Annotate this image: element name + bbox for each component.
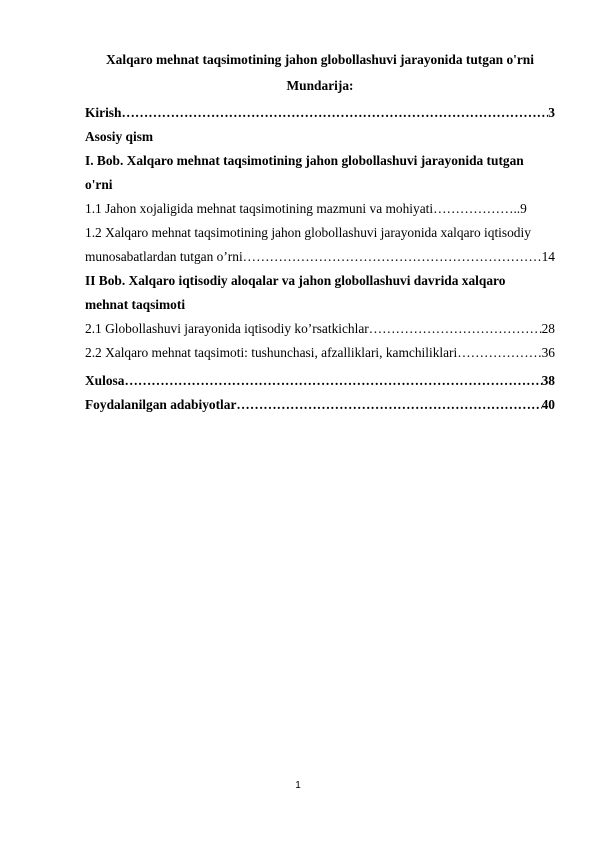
toc-leader-dots xyxy=(457,344,541,362)
toc-entry-page: 40 xyxy=(541,397,555,412)
toc-entry-label: 2.2 Xalqaro mehnat taqsimoti: tushunchasi, afzalliklari, kamchiliklari xyxy=(85,345,458,360)
page-number: 1 xyxy=(295,780,301,791)
toc-entry-1-2-line-2 xyxy=(85,248,555,266)
toc-leader-dots xyxy=(124,372,541,390)
toc-entry-page: 9 xyxy=(520,201,527,216)
toc-chapter-2-line-2: mehnat taqsimoti xyxy=(85,297,186,312)
toc-chapter-1-line-2: o'rni xyxy=(85,177,113,192)
toc-entry-page: 14 xyxy=(541,249,555,264)
toc-entry-page: 28 xyxy=(541,321,555,336)
document-title: Xalqaro mehnat taqsimotining jahon globollashuvi jarayonida tutgan o'rni xyxy=(106,52,534,67)
toc-entry-label: Kirish xyxy=(85,105,122,120)
toc-entry-2-1 xyxy=(85,320,555,338)
toc-entry-label: 2.1 Globollashuvi jarayonida iqtisodiy ko’rsatkichlar xyxy=(85,321,369,336)
toc-entry-adabiyotlar xyxy=(85,396,555,414)
toc-entry-label: 1.1 Jahon xojaligida mehnat taqsimotining mazmuni va mohiyati xyxy=(85,201,434,216)
toc-leader-dots xyxy=(236,396,541,414)
toc-entry-kirish xyxy=(85,104,555,122)
toc-leader-dots xyxy=(121,104,548,122)
toc-entry-page: 38 xyxy=(541,373,555,388)
toc-chapter-2-line-1: II Bob. Xalqaro iqtisodiy aloqalar va jahon globollashuvi davrida xalqaro xyxy=(85,273,506,288)
toc-leader-dots xyxy=(243,248,542,266)
toc-entry-label: munosabatlardan tutgan o’rni xyxy=(85,249,243,264)
toc-entry-label: Xulosa xyxy=(85,373,125,388)
toc-chapter-1-line-1: I. Bob. Xalqaro mehnat taqsimotining jahon globollashuvi jarayonida tutgan xyxy=(85,153,524,168)
toc-entry-1-2-line-1: 1.2 Xalqaro mehnat taqsimotining jahon globollashuvi jarayonida xalqaro iqtisodiy xyxy=(85,225,531,240)
toc-entry-label: Foydalanilgan adabiyotlar xyxy=(85,397,237,412)
toc-entry-xulosa xyxy=(85,372,555,390)
toc-heading: Mundarija: xyxy=(286,78,354,93)
toc-leader-dots xyxy=(369,320,542,338)
toc-entry-1-1 xyxy=(85,200,527,218)
toc-leader-dots: ……………….. xyxy=(433,201,521,216)
toc-section-asosiy: Asosiy qism xyxy=(85,129,154,144)
toc-entry-2-2 xyxy=(85,344,555,362)
toc-entry-page: 36 xyxy=(541,345,555,360)
toc-entry-page: 3 xyxy=(548,105,555,120)
